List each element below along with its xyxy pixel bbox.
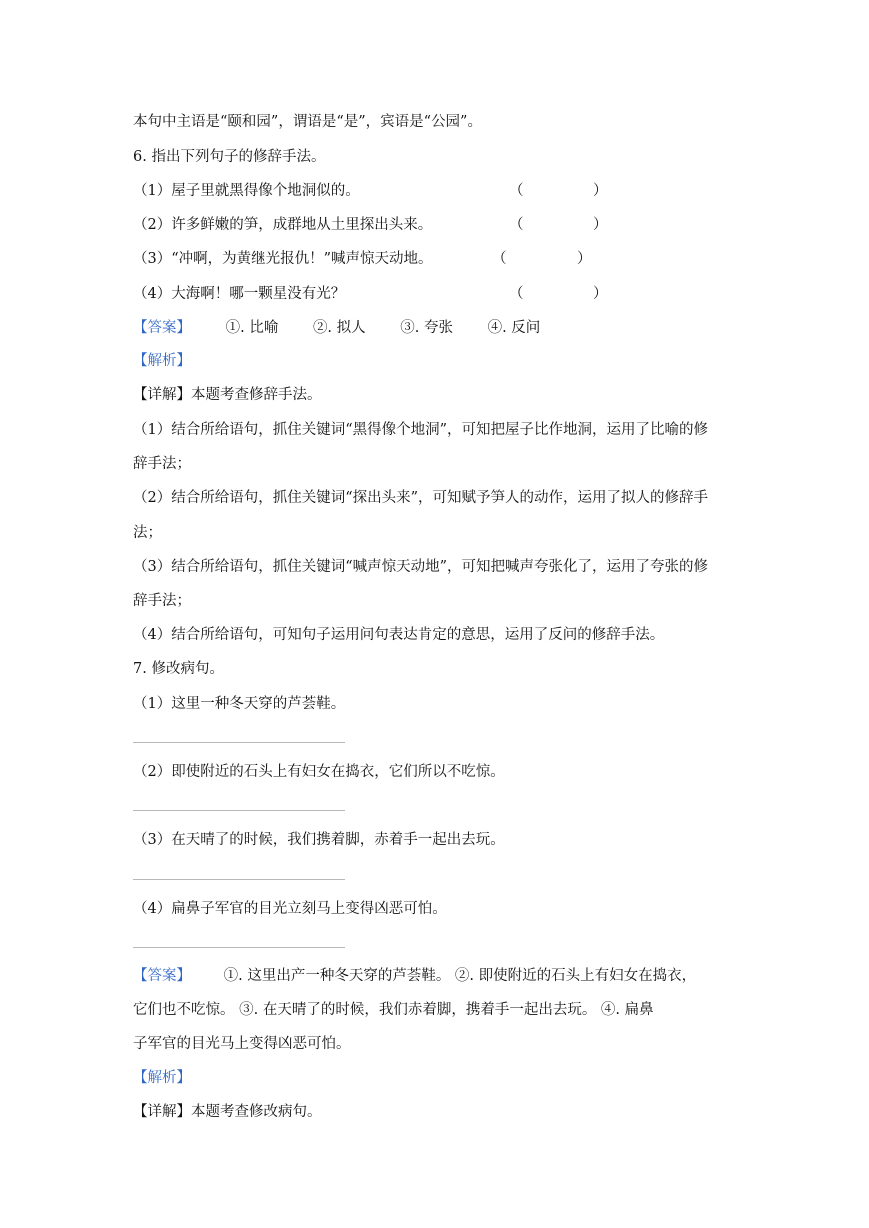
q7-item-3: （3）在天晴了的时候，我们携着脚，赤着手一起出去玩。	[133, 832, 505, 848]
q6-answer-3: ③. 夸张	[400, 320, 453, 336]
q6-item-4: （4）大海啊！哪一颗星没有光？	[133, 286, 346, 302]
q6-answer-tag: 【答案】	[133, 320, 191, 336]
q6-item-3: （3）“冲啊，为黄继光报仇！”喊声惊天动地。	[133, 251, 433, 267]
q6-analysis-tag: 【解析】	[133, 353, 191, 369]
intro-line: 本句中主语是“颐和园”，谓语是“是”，宾语是“公园”。	[133, 114, 482, 130]
q6-answer-paren-close-2: ）	[593, 217, 608, 233]
q7-answer-blank-1	[133, 742, 345, 743]
q6-explanation-line: 法；	[133, 525, 162, 541]
q6-explanation-line: 辞手法；	[133, 593, 191, 609]
q7-item-4: （4）扁鼻子军官的目光立刻马上变得凶恶可怕。	[133, 901, 447, 917]
q6-answer-paren-close-4: ）	[593, 286, 608, 302]
q6-explanation-line: （3）结合所给语句，抓住关键词“喊声惊天动地”，可知把喊声夸张化了，运用了夸张的修	[133, 559, 709, 575]
q6-answer-row	[133, 318, 540, 338]
q6-title: 6. 指出下列句子的修辞手法。	[133, 149, 326, 165]
q7-answer-blank-3	[133, 879, 345, 880]
q6-explanation-line: （4）结合所给语句，可知句子运用问句表达肯定的意思，运用了反问的修辞手法。	[133, 627, 665, 643]
q6-answer-2: ②. 拟人	[312, 320, 366, 336]
q7-detail: 【详解】本题考查修改病句。	[133, 1104, 322, 1120]
q7-answer-line-1: ①. 这里出产一种冬天穿的芦荟鞋。 ②. 即使附近的石头上有妇女在捣衣，	[223, 968, 697, 984]
q6-answer-paren-open-2: （	[509, 217, 524, 233]
q6-answer-paren-open-3: （	[492, 251, 507, 267]
q7-answer-blank-2	[133, 810, 345, 811]
q7-answer-blank-4	[133, 947, 345, 948]
q7-item-1: （1）这里一种冬天穿的芦荟鞋。	[133, 696, 346, 712]
q7-item-2: （2）即使附近的石头上有妇女在捣衣，它们所以不吃惊。	[133, 764, 505, 780]
q7-answer-row	[133, 966, 696, 986]
q6-explanation-line: 辞手法；	[133, 456, 191, 472]
q6-explanation-line: （2）结合所给语句，抓住关键词“探出头来”，可知赋予笋人的动作，运用了拟人的修辞手	[133, 490, 709, 506]
q7-answer-tag: 【答案】	[133, 968, 191, 984]
q6-answer-paren-open-1: （	[509, 183, 524, 199]
q7-answer-line-2: 它们也不吃惊。 ③. 在天晴了的时候，我们赤着脚，携着手一起出去玩。 ④. 扁鼻	[133, 1002, 654, 1018]
q7-analysis-tag: 【解析】	[133, 1070, 191, 1086]
q6-answer-paren-close-3: ）	[577, 251, 592, 267]
q6-answer-paren-open-4: （	[509, 286, 524, 302]
q6-explanation-line: （1）结合所给语句，抓住关键词“黑得像个地洞”，可知把屋子比作地洞，运用了比喻的修	[133, 422, 709, 438]
q6-detail: 【详解】本题考查修辞手法。	[133, 387, 322, 403]
q6-answer-1: ①. 比喻	[225, 320, 279, 336]
q6-answer-paren-close-1: ）	[593, 183, 608, 199]
q7-answer-line-3: 子军官的目光马上变得凶恶可怕。	[133, 1036, 351, 1052]
q6-item-1: （1）屋子里就黑得像个地洞似的。	[133, 183, 360, 199]
q7-title: 7. 修改病句。	[133, 661, 224, 677]
q6-item-2: （2）许多鲜嫩的笋，成群地从土里探出头来。	[133, 217, 433, 233]
q6-answer-4: ④. 反问	[487, 320, 541, 336]
